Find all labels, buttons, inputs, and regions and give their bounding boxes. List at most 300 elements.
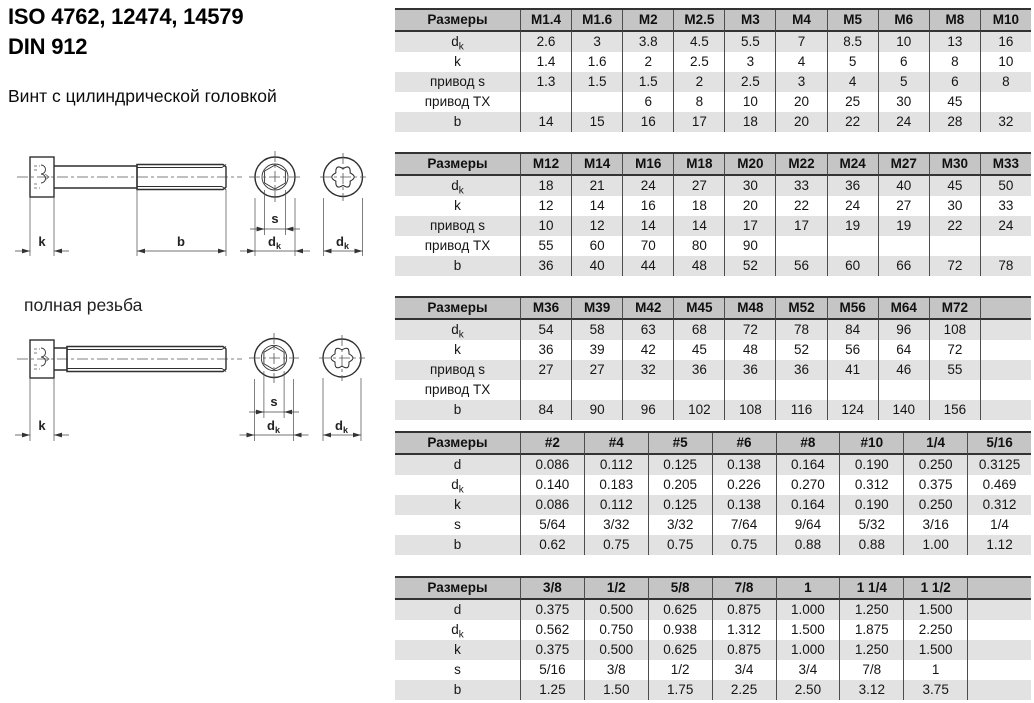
data-cell: 5 bbox=[878, 72, 929, 92]
data-cell: 5 bbox=[827, 52, 878, 72]
data-cell: 20 bbox=[775, 92, 826, 112]
data-cell: 36 bbox=[775, 360, 826, 380]
data-cell: 6 bbox=[929, 72, 980, 92]
data-cell: 0.875 bbox=[712, 640, 776, 660]
data-cell: 0.75 bbox=[712, 535, 776, 555]
table-corner-header: Размеры bbox=[395, 154, 520, 176]
data-cell bbox=[673, 380, 724, 400]
data-cell: 30 bbox=[878, 92, 929, 112]
dim-dk-label: $d_k$ bbox=[336, 234, 349, 251]
table-corner-header: Размеры bbox=[395, 433, 520, 455]
data-cell: 20 bbox=[775, 112, 826, 132]
data-cell: 0.138 bbox=[712, 455, 776, 475]
column-header: 5/8 bbox=[648, 578, 712, 600]
data-cell bbox=[929, 236, 980, 256]
column-header: 1/4 bbox=[903, 433, 967, 455]
row-label: d bbox=[395, 455, 520, 475]
data-cell bbox=[878, 380, 929, 400]
data-cell: 27 bbox=[673, 176, 724, 196]
data-cell: 1.000 bbox=[776, 640, 840, 660]
row-label: b bbox=[395, 112, 520, 132]
data-cell: 52 bbox=[775, 340, 826, 360]
data-cell: 0.469 bbox=[967, 475, 1031, 495]
data-cell: 0.375 bbox=[903, 475, 967, 495]
row-label: привод TX bbox=[395, 236, 520, 256]
data-cell: 90 bbox=[724, 236, 775, 256]
row-label: привод s bbox=[395, 360, 520, 380]
data-cell bbox=[967, 620, 1031, 640]
row-label: k bbox=[395, 52, 520, 72]
data-cell: 1.00 bbox=[903, 535, 967, 555]
row-label: b bbox=[395, 680, 520, 700]
data-cell: 20 bbox=[724, 196, 775, 216]
row-label: привод TX bbox=[395, 380, 520, 400]
row-label: s bbox=[395, 515, 520, 535]
row-label: k bbox=[395, 640, 520, 660]
data-cell: 55 bbox=[929, 360, 980, 380]
data-cell: 0.625 bbox=[648, 600, 712, 620]
data-cell: 21 bbox=[571, 176, 622, 196]
data-cell: 17 bbox=[724, 216, 775, 236]
inch-table-2 bbox=[395, 576, 1031, 700]
column-header: M1.4 bbox=[520, 10, 571, 32]
data-cell: 4.5 bbox=[673, 32, 724, 52]
data-cell: 18 bbox=[724, 112, 775, 132]
data-cell: 70 bbox=[622, 236, 673, 256]
column-header: M27 bbox=[878, 154, 929, 176]
row-label: $d_k$ bbox=[395, 620, 520, 640]
column-header: M36 bbox=[520, 298, 571, 320]
dim-dk-torx bbox=[324, 198, 363, 256]
title-din: DIN 912 bbox=[8, 34, 88, 59]
column-header: M2.5 bbox=[673, 10, 724, 32]
data-cell bbox=[775, 236, 826, 256]
data-cell: 27 bbox=[878, 196, 929, 216]
data-cell: 80 bbox=[673, 236, 724, 256]
data-cell: 22 bbox=[929, 216, 980, 236]
data-cell: 10 bbox=[520, 216, 571, 236]
data-cell: 72 bbox=[724, 320, 775, 340]
data-cell bbox=[967, 680, 1031, 700]
dim-dk-hex bbox=[240, 379, 309, 441]
data-cell: 52 bbox=[724, 256, 775, 276]
dim-dk-torx bbox=[323, 378, 361, 441]
column-header: M39 bbox=[571, 298, 622, 320]
column-header: M52 bbox=[775, 298, 826, 320]
data-cell: 0.112 bbox=[584, 495, 648, 515]
data-cell: 0.250 bbox=[903, 455, 967, 475]
data-cell: 16 bbox=[622, 196, 673, 216]
data-cell: 2 bbox=[622, 52, 673, 72]
data-cell: 1.312 bbox=[712, 620, 776, 640]
data-cell: 24 bbox=[827, 196, 878, 216]
data-cell: 14 bbox=[673, 216, 724, 236]
data-cell: 1.500 bbox=[903, 640, 967, 660]
data-cell: 0.125 bbox=[648, 455, 712, 475]
column-header: M6 bbox=[878, 10, 929, 32]
data-cell: 1.4 bbox=[520, 52, 571, 72]
row-label: $d_k$ bbox=[395, 320, 520, 340]
dim-s-label: s bbox=[271, 211, 279, 226]
dim-dk-hex bbox=[240, 198, 310, 256]
data-cell: 40 bbox=[571, 256, 622, 276]
data-cell: 63 bbox=[622, 320, 673, 340]
data-cell: 3/32 bbox=[648, 515, 712, 535]
data-cell: 24 bbox=[622, 176, 673, 196]
row-label: d bbox=[395, 600, 520, 620]
page-title bbox=[8, 2, 243, 62]
data-cell: 0.140 bbox=[520, 475, 584, 495]
dim-dk-label: $d_k$ bbox=[268, 234, 281, 251]
column-header: M12 bbox=[520, 154, 571, 176]
data-cell: 1.000 bbox=[776, 600, 840, 620]
column-header: #4 bbox=[584, 433, 648, 455]
data-cell bbox=[980, 400, 1031, 420]
data-cell: 0.205 bbox=[648, 475, 712, 495]
data-cell: 0.312 bbox=[967, 495, 1031, 515]
row-label: привод TX bbox=[395, 92, 520, 112]
data-cell: 33 bbox=[775, 176, 826, 196]
data-cell: 33 bbox=[980, 196, 1031, 216]
torx-socket-view bbox=[320, 153, 366, 256]
data-cell: 5/16 bbox=[520, 660, 584, 680]
data-cell: 36 bbox=[520, 340, 571, 360]
data-cell: 0.375 bbox=[520, 640, 584, 660]
column-header: M18 bbox=[673, 154, 724, 176]
data-cell: 84 bbox=[520, 400, 571, 420]
data-cell: 36 bbox=[673, 360, 724, 380]
data-cell: 0.500 bbox=[584, 600, 648, 620]
data-cell: 30 bbox=[724, 176, 775, 196]
data-cell: 0.75 bbox=[584, 535, 648, 555]
data-cell: 7 bbox=[775, 32, 826, 52]
data-cell bbox=[980, 380, 1031, 400]
data-cell: 15 bbox=[571, 112, 622, 132]
data-cell bbox=[967, 660, 1031, 680]
data-cell: 2.6 bbox=[520, 32, 571, 52]
data-cell: 3/4 bbox=[712, 660, 776, 680]
data-cell: 0.112 bbox=[584, 455, 648, 475]
data-cell: 66 bbox=[878, 256, 929, 276]
column-header: M42 bbox=[622, 298, 673, 320]
data-cell: 44 bbox=[622, 256, 673, 276]
data-cell bbox=[571, 380, 622, 400]
data-cell: 140 bbox=[878, 400, 929, 420]
data-cell: 45 bbox=[673, 340, 724, 360]
data-cell: 2.5 bbox=[724, 72, 775, 92]
row-label: b bbox=[395, 535, 520, 555]
column-header: 1 1/4 bbox=[839, 578, 903, 600]
data-cell: 0.164 bbox=[776, 495, 840, 515]
data-cell: 12 bbox=[571, 216, 622, 236]
data-cell: 48 bbox=[724, 340, 775, 360]
data-cell: 96 bbox=[622, 400, 673, 420]
data-cell: 3/8 bbox=[584, 660, 648, 680]
dim-s-label: s bbox=[270, 394, 278, 409]
dim-dk-label: $d_k$ bbox=[335, 418, 348, 435]
data-cell: 0.125 bbox=[648, 495, 712, 515]
data-cell: 3.8 bbox=[622, 32, 673, 52]
data-cell: 2.50 bbox=[776, 680, 840, 700]
data-cell: 0.250 bbox=[903, 495, 967, 515]
column-header: M30 bbox=[929, 154, 980, 176]
data-cell: 56 bbox=[775, 256, 826, 276]
data-cell: 42 bbox=[622, 340, 673, 360]
data-cell: 2.250 bbox=[903, 620, 967, 640]
row-label: b bbox=[395, 256, 520, 276]
data-cell: 18 bbox=[673, 196, 724, 216]
data-cell: 10 bbox=[878, 32, 929, 52]
data-cell: 10 bbox=[980, 52, 1031, 72]
table-corner-header: Размеры bbox=[395, 298, 520, 320]
hex-socket-view bbox=[240, 333, 309, 441]
data-cell: 1.250 bbox=[839, 640, 903, 660]
column-header: #6 bbox=[712, 433, 776, 455]
data-cell: 25 bbox=[827, 92, 878, 112]
data-cell: 6 bbox=[622, 92, 673, 112]
column-header: M72 bbox=[929, 298, 980, 320]
data-cell: 1.500 bbox=[776, 620, 840, 640]
data-cell bbox=[622, 380, 673, 400]
dim-dk-label: $d_k$ bbox=[267, 418, 280, 435]
dim-k bbox=[15, 378, 69, 441]
column-header: M45 bbox=[673, 298, 724, 320]
column-header: #5 bbox=[648, 433, 712, 455]
data-cell: 5/64 bbox=[520, 515, 584, 535]
data-cell: 60 bbox=[827, 256, 878, 276]
data-cell: 8 bbox=[929, 52, 980, 72]
row-label: $d_k$ bbox=[395, 176, 520, 196]
data-cell: 32 bbox=[980, 112, 1031, 132]
data-cell: 0.88 bbox=[776, 535, 840, 555]
data-cell: 24 bbox=[878, 112, 929, 132]
data-cell: 1/4 bbox=[967, 515, 1031, 535]
data-cell bbox=[827, 236, 878, 256]
data-cell: 54 bbox=[520, 320, 571, 340]
dim-k-label: k bbox=[38, 418, 46, 433]
column-header: 3/8 bbox=[520, 578, 584, 600]
data-cell: 3/32 bbox=[584, 515, 648, 535]
data-cell: 3.12 bbox=[839, 680, 903, 700]
screw-partial-thread-drawing bbox=[2, 142, 392, 268]
column-header: M3 bbox=[724, 10, 775, 32]
data-cell: 17 bbox=[673, 112, 724, 132]
column-header: 7/8 bbox=[712, 578, 776, 600]
data-cell: 41 bbox=[827, 360, 878, 380]
column-header: M16 bbox=[622, 154, 673, 176]
metric-table-1 bbox=[395, 8, 1031, 132]
data-cell: 0.562 bbox=[520, 620, 584, 640]
data-cell: 39 bbox=[571, 340, 622, 360]
data-cell: 14 bbox=[571, 196, 622, 216]
data-cell: 0.62 bbox=[520, 535, 584, 555]
data-cell bbox=[980, 236, 1031, 256]
row-label: k bbox=[395, 196, 520, 216]
data-cell: 3/4 bbox=[776, 660, 840, 680]
data-cell: 3 bbox=[775, 72, 826, 92]
data-cell: 0.138 bbox=[712, 495, 776, 515]
data-cell: 2.25 bbox=[712, 680, 776, 700]
column-header: 1 bbox=[776, 578, 840, 600]
data-cell: 1.50 bbox=[584, 680, 648, 700]
dim-k bbox=[15, 197, 69, 256]
data-cell: 108 bbox=[724, 400, 775, 420]
column-header bbox=[967, 578, 1031, 600]
data-cell: 58 bbox=[571, 320, 622, 340]
data-cell: 32 bbox=[622, 360, 673, 380]
data-cell: 78 bbox=[775, 320, 826, 340]
data-cell: 27 bbox=[520, 360, 571, 380]
data-cell bbox=[980, 360, 1031, 380]
data-cell: 8 bbox=[673, 92, 724, 112]
data-cell: 0.375 bbox=[520, 600, 584, 620]
data-cell: 36 bbox=[520, 256, 571, 276]
data-cell: 3 bbox=[571, 32, 622, 52]
data-cell: 3 bbox=[724, 52, 775, 72]
data-cell: 40 bbox=[878, 176, 929, 196]
data-cell: 8 bbox=[980, 72, 1031, 92]
data-cell: 0.750 bbox=[584, 620, 648, 640]
data-cell: 2 bbox=[673, 72, 724, 92]
data-cell: 1.6 bbox=[571, 52, 622, 72]
data-cell: 72 bbox=[929, 340, 980, 360]
column-header: M20 bbox=[724, 154, 775, 176]
data-cell: 16 bbox=[622, 112, 673, 132]
data-cell: 16 bbox=[980, 32, 1031, 52]
data-cell: 102 bbox=[673, 400, 724, 420]
column-header: 5/16 bbox=[967, 433, 1031, 455]
column-header: M5 bbox=[827, 10, 878, 32]
data-cell: 124 bbox=[827, 400, 878, 420]
data-cell: 0.226 bbox=[712, 475, 776, 495]
table-corner-header: Размеры bbox=[395, 578, 520, 600]
row-label: привод s bbox=[395, 216, 520, 236]
data-cell bbox=[980, 92, 1031, 112]
data-cell: 48 bbox=[673, 256, 724, 276]
data-cell: 17 bbox=[775, 216, 826, 236]
data-cell: 156 bbox=[929, 400, 980, 420]
column-header: #2 bbox=[520, 433, 584, 455]
column-header: M24 bbox=[827, 154, 878, 176]
data-cell: 45 bbox=[929, 92, 980, 112]
column-header: M8 bbox=[929, 10, 980, 32]
data-cell: 6 bbox=[878, 52, 929, 72]
data-cell bbox=[520, 380, 571, 400]
dim-b-label: b bbox=[177, 234, 185, 249]
column-header: M48 bbox=[724, 298, 775, 320]
column-header: M1.6 bbox=[571, 10, 622, 32]
data-cell: 0.938 bbox=[648, 620, 712, 640]
data-cell: 0.88 bbox=[839, 535, 903, 555]
data-cell: 0.190 bbox=[839, 495, 903, 515]
data-cell: 5/32 bbox=[839, 515, 903, 535]
data-cell: 68 bbox=[673, 320, 724, 340]
data-cell: 96 bbox=[878, 320, 929, 340]
data-cell bbox=[980, 340, 1031, 360]
data-cell: 0.3125 bbox=[967, 455, 1031, 475]
column-header: M14 bbox=[571, 154, 622, 176]
dim-k-label: k bbox=[38, 234, 46, 249]
data-cell: 3/16 bbox=[903, 515, 967, 535]
data-cell: 4 bbox=[775, 52, 826, 72]
data-cell: 64 bbox=[878, 340, 929, 360]
column-header: M22 bbox=[775, 154, 826, 176]
data-cell bbox=[827, 380, 878, 400]
data-cell bbox=[967, 600, 1031, 620]
column-header: M2 bbox=[622, 10, 673, 32]
data-cell: 36 bbox=[724, 360, 775, 380]
dim-b bbox=[137, 190, 226, 257]
data-cell: 28 bbox=[929, 112, 980, 132]
data-cell: 1 bbox=[903, 660, 967, 680]
data-cell: 60 bbox=[571, 236, 622, 256]
data-cell: 18 bbox=[520, 176, 571, 196]
data-cell: 3.75 bbox=[903, 680, 967, 700]
column-header: M4 bbox=[775, 10, 826, 32]
data-cell bbox=[929, 380, 980, 400]
row-label: b bbox=[395, 400, 520, 420]
data-cell: 7/8 bbox=[839, 660, 903, 680]
data-cell: 0.086 bbox=[520, 495, 584, 515]
data-cell: 45 bbox=[929, 176, 980, 196]
column-header: M56 bbox=[827, 298, 878, 320]
column-header: #8 bbox=[776, 433, 840, 455]
data-cell: 19 bbox=[878, 216, 929, 236]
data-cell: 22 bbox=[775, 196, 826, 216]
title-standards: ISO 4762, 12474, 14579 bbox=[8, 4, 244, 29]
hex-socket-view bbox=[240, 151, 310, 256]
inch-table-1 bbox=[395, 431, 1031, 555]
data-cell: 24 bbox=[980, 216, 1031, 236]
data-cell bbox=[878, 236, 929, 256]
data-cell: 1.500 bbox=[903, 600, 967, 620]
data-cell: 0.086 bbox=[520, 455, 584, 475]
data-cell bbox=[967, 640, 1031, 660]
data-cell: 116 bbox=[775, 400, 826, 420]
data-cell: 1/2 bbox=[648, 660, 712, 680]
data-cell: 0.183 bbox=[584, 475, 648, 495]
data-cell: 27 bbox=[571, 360, 622, 380]
data-cell: 0.500 bbox=[584, 640, 648, 660]
data-cell bbox=[571, 92, 622, 112]
data-cell: 1.3 bbox=[520, 72, 571, 92]
row-label: привод s bbox=[395, 72, 520, 92]
data-cell bbox=[520, 92, 571, 112]
data-cell: 4 bbox=[827, 72, 878, 92]
data-cell: 0.312 bbox=[839, 475, 903, 495]
data-cell: 30 bbox=[929, 196, 980, 216]
column-header: 1/2 bbox=[584, 578, 648, 600]
data-cell: 2.5 bbox=[673, 52, 724, 72]
row-label: k bbox=[395, 495, 520, 515]
data-cell: 5.5 bbox=[724, 32, 775, 52]
data-cell: 55 bbox=[520, 236, 571, 256]
row-label: $d_k$ bbox=[395, 475, 520, 495]
data-cell: 14 bbox=[622, 216, 673, 236]
column-header: M33 bbox=[980, 154, 1031, 176]
row-label: $d_k$ bbox=[395, 32, 520, 52]
data-cell: 22 bbox=[827, 112, 878, 132]
data-cell: 0.164 bbox=[776, 455, 840, 475]
metric-table-2 bbox=[395, 152, 1031, 276]
data-cell: 78 bbox=[980, 256, 1031, 276]
column-header: M10 bbox=[980, 10, 1031, 32]
data-cell: 19 bbox=[827, 216, 878, 236]
screw-full-thread-drawing bbox=[2, 326, 392, 452]
torx-socket-view bbox=[319, 335, 365, 441]
data-cell: 0.75 bbox=[648, 535, 712, 555]
data-cell: 84 bbox=[827, 320, 878, 340]
